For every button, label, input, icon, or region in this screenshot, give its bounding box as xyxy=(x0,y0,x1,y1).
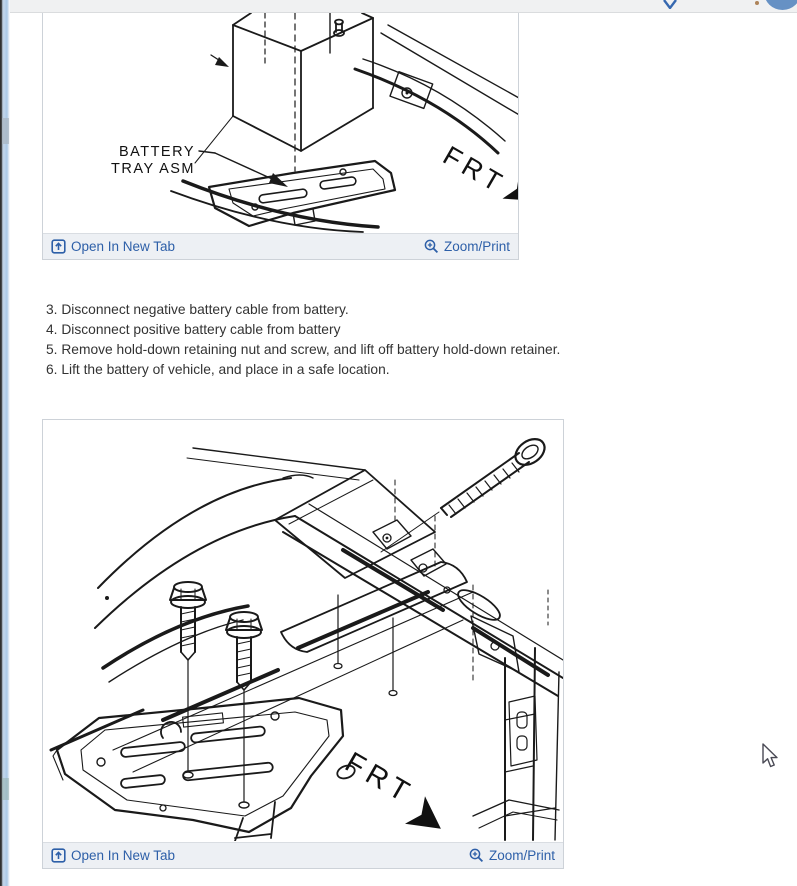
step-5: 5. Remove hold-down retaining nut and screw, and lift off battery hold-down retainer. xyxy=(46,342,561,357)
frt-arrowhead-2 xyxy=(405,796,451,841)
step-4: 4. Disconnect positive battery cable from battery xyxy=(46,322,341,337)
figure2-diagram xyxy=(43,420,563,841)
zoom-in-icon xyxy=(469,848,484,863)
step-3: 3. Disconnect negative battery cable from battery. xyxy=(46,302,349,317)
cropped-toolbar-dot xyxy=(755,1,759,5)
figure1-toolbar xyxy=(43,233,518,259)
zoom-print-label: Zoom/Print xyxy=(443,239,510,254)
callout-battery-line2: TRAY ASM xyxy=(111,161,195,177)
open-in-new-tab-link[interactable] xyxy=(51,239,175,254)
figure2-toolbar xyxy=(43,842,563,868)
mouse-cursor xyxy=(762,743,780,769)
figure1-diagram xyxy=(43,13,518,233)
procedure-steps xyxy=(46,300,746,380)
figure-battery-tray-bottom xyxy=(42,419,564,869)
open-in-new-icon xyxy=(51,239,66,254)
battery-tray-diagram-1 xyxy=(43,13,518,233)
scrollbar-shade xyxy=(2,118,9,144)
cropped-toolbar-icon[interactable] xyxy=(663,0,679,9)
zoom-print-link[interactable] xyxy=(424,239,510,254)
left-scrollbar[interactable] xyxy=(0,0,10,886)
open-in-new-icon xyxy=(51,848,66,863)
figure-battery-tray-top xyxy=(42,13,519,260)
top-toolbar-band xyxy=(10,0,797,13)
callout-battery-line1: BATTERY xyxy=(118,144,195,160)
scrollbar-shade xyxy=(2,778,9,800)
open-in-new-tab-link[interactable] xyxy=(51,848,175,863)
avatar-button[interactable] xyxy=(764,0,797,10)
frt-label-2: FRT xyxy=(339,746,420,811)
zoom-print-link[interactable] xyxy=(469,848,555,863)
open-in-new-tab-label: Open In New Tab xyxy=(71,239,176,254)
open-in-new-tab-label: Open In New Tab xyxy=(71,848,176,863)
battery-tray-diagram-2 xyxy=(43,420,563,841)
zoom-print-label: Zoom/Print xyxy=(488,848,555,863)
frt-label-1: FRT xyxy=(438,140,512,200)
step-6: 6. Lift the battery of vehicle, and place in a safe location. xyxy=(46,362,390,377)
zoom-in-icon xyxy=(424,239,439,254)
